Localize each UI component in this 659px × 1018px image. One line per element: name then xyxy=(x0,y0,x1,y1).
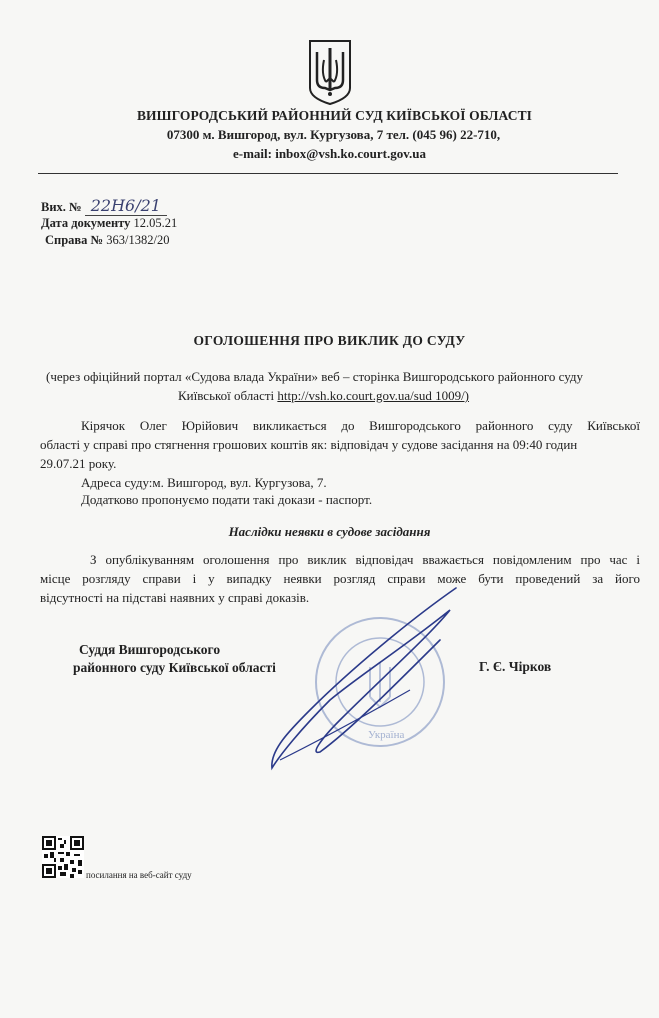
qr-code-icon xyxy=(42,836,84,878)
judge-name: Г. Є. Чірков xyxy=(479,659,552,674)
court-name: ВИШГОРОДСЬКИЙ РАЙОННИЙ СУД КИЇВСЬКОЇ ОБЛАСТІ xyxy=(136,108,533,123)
portal-link[interactable]: http://vsh.ko.court.gov.ua/sud 1009/) xyxy=(277,388,470,403)
summons-line-3: 29.07.21 року. xyxy=(40,456,117,471)
judge-position-line-2: районного суду Київської області xyxy=(73,660,276,675)
consequences-line-2: місце розгляду справи і у випадку неявки розгляд справи може бути проведений за його xyxy=(40,571,640,586)
judge-signature xyxy=(260,580,470,780)
consequences-title: Наслідки неявки в судове засідання xyxy=(228,524,431,539)
court-address: 07300 м. Вишгород, вул. Кургузова, 7 тел. (045 96) 22-710, xyxy=(166,127,501,142)
portal-line-2 xyxy=(178,386,469,405)
summons-line-1: Кірячок Олег Юрійович викликається до Вишгородського районного суду Київської xyxy=(81,418,640,433)
portal-line-2-text: Київської області xyxy=(178,388,278,403)
document-date-row xyxy=(41,216,177,231)
qr-caption: посилання на веб-сайт суду xyxy=(86,870,192,880)
portal-line-1: (через офіційний портал «Судова влада України» веб – сторінка Вишгородського районного суду xyxy=(46,369,584,384)
consequences-line-3: відсутності на підставі наявних у справі доказів. xyxy=(40,590,310,605)
stamp-text: Україна xyxy=(368,729,405,741)
outgoing-number-label: Вих. № xyxy=(41,200,82,214)
case-number-row xyxy=(45,233,169,248)
evidence-line: Додатково пропонуємо подати такі докази - паспорт. xyxy=(81,492,373,507)
summons-line-2: області у справі про стягнення грошових коштів як: відповідач у судове засідання на 09:40 годин xyxy=(40,437,578,452)
consequences-line-1: З опублікуванням оголошення про виклик відповідач вважається повідомленим про час і xyxy=(90,552,640,567)
outgoing-number-value: 22Н6/21 xyxy=(85,196,167,216)
case-number-label: Справа № xyxy=(45,233,104,247)
judge-position-line-1: Суддя Вишгородського xyxy=(79,642,221,657)
document-date-label: Дата документу xyxy=(41,216,131,230)
court-address-line: Адреса суду:м. Вишгород, вул. Кургузова, 7. xyxy=(81,475,327,490)
notice-title: ОГОЛОШЕННЯ ПРО ВИКЛИК ДО СУДУ xyxy=(193,333,466,348)
trident-emblem-icon xyxy=(307,38,353,106)
outgoing-number-row xyxy=(41,196,167,215)
document-date-value: 12.05.21 xyxy=(133,216,178,230)
court-email: e-mail: inbox@vsh.ko.court.gov.ua xyxy=(232,146,427,161)
case-number-value: 363/1382/20 xyxy=(106,233,170,247)
header-divider xyxy=(38,173,618,174)
